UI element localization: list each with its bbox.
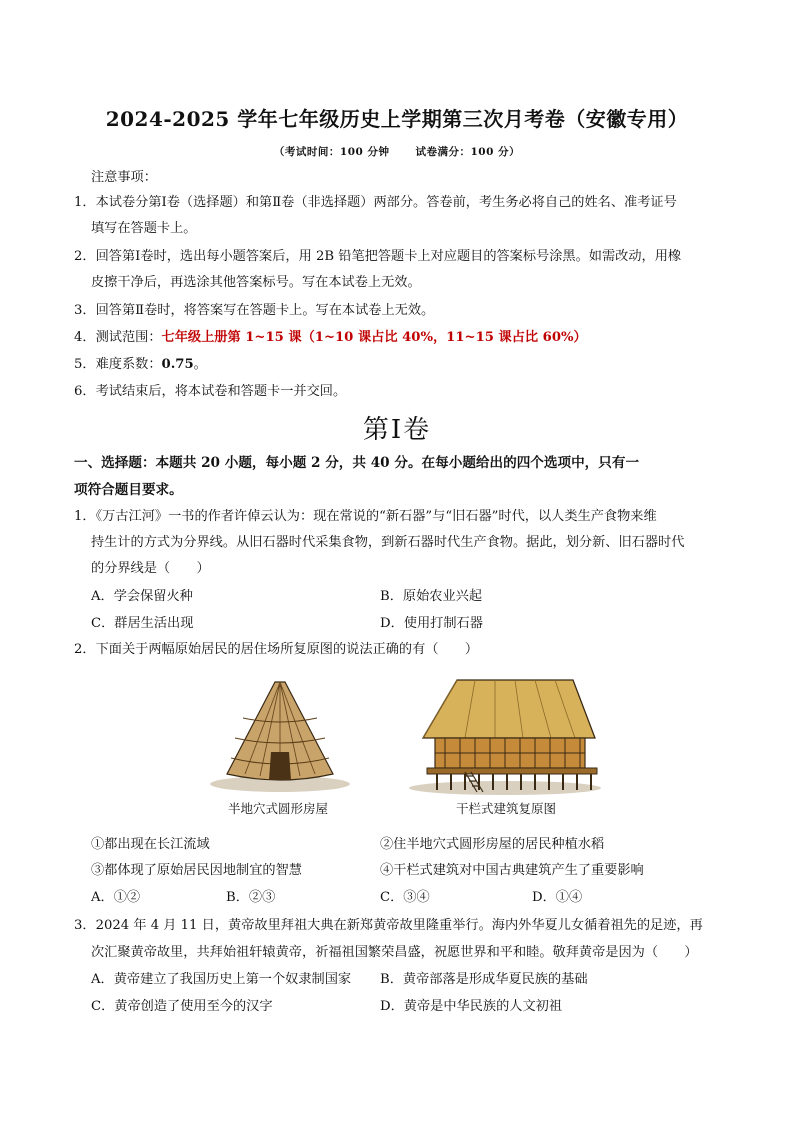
- q1-option-d[interactable]: D．使用打制石器: [380, 616, 483, 631]
- q2-option-b[interactable]: B．②③: [226, 890, 276, 905]
- q2-option-d[interactable]: D．①④: [532, 890, 583, 905]
- note-number: 4．: [74, 330, 96, 345]
- exam-title: 2024-2025 学年七年级历史上学期第三次月考卷（安徽专用）: [105, 107, 689, 131]
- round-hut-illustration: [205, 678, 355, 796]
- note-1-cont: 填写在答题卡上。: [91, 221, 197, 236]
- question-1-stem: [74, 508, 657, 526]
- note-suffix: 。: [193, 357, 207, 372]
- question-2-stem: [74, 641, 478, 659]
- q1-option-a[interactable]: A．学会保留火种: [91, 589, 193, 604]
- note-3: [74, 302, 434, 320]
- q3-option-c[interactable]: C．黄帝创造了使用至今的汉字: [91, 999, 273, 1014]
- note-5: [74, 356, 207, 374]
- q1-option-b[interactable]: B．原始农业兴起: [380, 589, 483, 604]
- note-number: 1．: [74, 195, 96, 210]
- note-2-cont: 皮擦干净后，再选涂其他答案标号。写在本试卷上无效。: [91, 275, 421, 290]
- question-text: 下面关于两幅原始居民的居住场所复原图的说法正确的有（ ）: [95, 642, 479, 657]
- note-text: 测试范围：: [95, 330, 162, 345]
- stilt-house-illustration: [405, 676, 605, 798]
- q2-option-c[interactable]: C．③④: [380, 890, 430, 905]
- question-1-stem-cont: 持生计的方式为分界线。从旧石器时代采集食物，到新石器时代生产食物。据此，划分新、旧石器时代: [91, 535, 685, 550]
- q2-option-a[interactable]: A．①②: [91, 890, 141, 905]
- q2-statement-2: ②住半地穴式圆形房屋的居民种植水稻: [380, 837, 605, 852]
- q1-option-c[interactable]: C．群居生活出现: [91, 616, 194, 631]
- note-number: 6．: [74, 384, 96, 399]
- image-caption: 半地穴式圆形房屋: [228, 801, 329, 816]
- q2-statement-1: ①都出现在长江流域: [91, 837, 210, 852]
- note-text: 难度系数：: [95, 357, 162, 372]
- question-number: 3．: [74, 918, 96, 933]
- question-text: 《万古江河》一书的作者许倬云认为：现在常说的“新石器”与“旧石器”时代，以人类生产食物来维: [95, 509, 657, 524]
- question-3-stem: [74, 917, 703, 935]
- test-scope-highlight: 七年级上册第 1~15 课（1~10 课占比 40%，11~15 课占比 60%）: [161, 330, 587, 345]
- q2-statement-4: ④干栏式建筑对中国古典建筑产生了重要影响: [380, 863, 644, 878]
- question-3-stem-cont: 次汇聚黄帝故里，共拜始祖轩辕黄帝，祈福祖国繁荣昌盛，祝愿世界和平和睦。敬拜黄帝是因为（ ）: [91, 945, 698, 960]
- q3-option-a[interactable]: A．黄帝建立了我国历史上第一个奴隶制国家: [91, 972, 352, 987]
- note-1: [74, 194, 677, 212]
- question-text: 2024 年 4 月 11 日，黄帝故里拜祖大典在新郑黄帝故里隆重举行。海内外华夏儿女循着祖先的足迹，再: [95, 918, 703, 933]
- question-1-stem-cont: 的分界线是（ ）: [91, 561, 210, 576]
- note-6: [74, 383, 346, 401]
- note-text: 考试结束后，将本试卷和答题卡一并交回。: [95, 384, 347, 399]
- question-number: 2．: [74, 642, 96, 657]
- image-caption: 干栏式建筑复原图: [456, 801, 557, 816]
- difficulty-value: 0.75: [161, 357, 194, 372]
- section-instruction-cont: 项符合题目要求。: [74, 482, 183, 498]
- notes-heading: 注意事项：: [91, 170, 157, 185]
- full-score: 试卷满分：100 分）: [415, 146, 521, 158]
- note-2: [74, 248, 681, 266]
- note-number: 3．: [74, 303, 96, 318]
- q3-option-b[interactable]: B．黄帝部落是形成华夏民族的基础: [380, 972, 588, 987]
- note-number: 2．: [74, 249, 96, 264]
- exam-time: （考试时间：100 分钟: [273, 146, 390, 158]
- note-text: 回答第Ⅰ卷时，选出每小题答案后，用 2B 铅笔把答题卡上对应题目的答案标号涂黑。如需改动，用橡: [95, 249, 682, 264]
- q3-option-d[interactable]: D．黄帝是中华民族的人文初祖: [380, 999, 563, 1014]
- note-text: 本试卷分第Ⅰ卷（选择题）和第Ⅱ卷（非选择题）两部分。答卷前，考生务必将自己的姓名、准考证号: [95, 195, 677, 210]
- question-number: 1．: [74, 509, 96, 524]
- exam-subtitle: [0, 144, 794, 159]
- note-text: 回答第Ⅱ卷时，将答案写在答题卡上。写在本试卷上无效。: [95, 303, 435, 318]
- note-number: 5．: [74, 357, 96, 372]
- section-instruction: 一、选择题：本题共 20 小题，每小题 2 分，共 40 分。在每小题给出的四个选项中，只有一: [74, 455, 640, 471]
- note-4: [74, 329, 587, 347]
- q2-statement-3: ③都体现了原始居民因地制宜的智慧: [91, 863, 302, 878]
- section-title: 第Ⅰ卷: [362, 415, 432, 445]
